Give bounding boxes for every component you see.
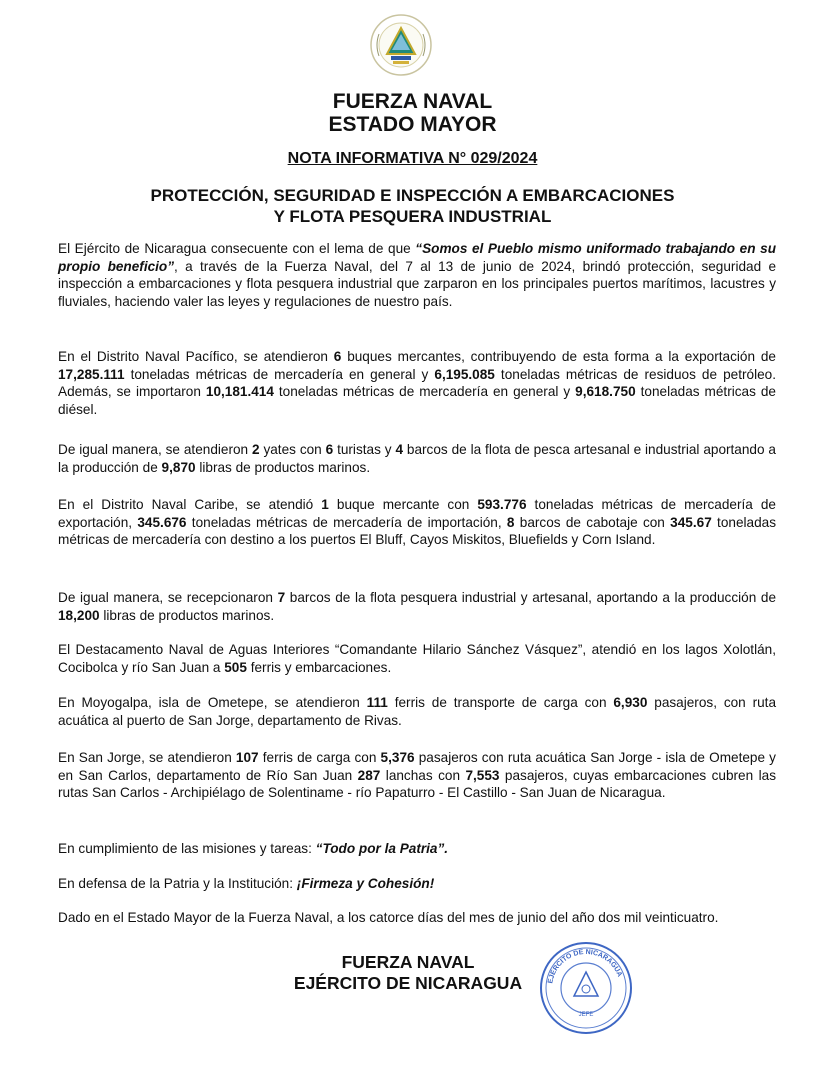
nota-number: NOTA INFORMATIVA N° 029/2024	[287, 150, 538, 167]
svg-text:JEFE: JEFE	[578, 1012, 594, 1018]
paragraph-2: En el Distrito Naval Pacífico, se atendieron 6 buques mercantes, contribuyendo de esta forma a la exportación de 17,285.111 toneladas métricas de mercadería en general y 6,195.085 toneladas métricas de residuos de petróleo. Además, se importaron 10,181.414 toneladas métricas de mercadería en general y 9,618.750 toneladas métricas de diésel.	[58, 349, 776, 417]
paragraph-3: De igual manera, se atendieron 2 yates con 6 turistas y 4 barcos de la flota de pesca artesanal e industrial aportando a la producción de 9,870 libras de productos marinos.	[58, 442, 776, 475]
paragraph-10: En defensa de la Patria y la Institución: ¡Firmeza y Cohesión!	[58, 876, 435, 891]
title-line-2: Y FLOTA PESQUERA INDUSTRIAL	[273, 207, 552, 226]
document-title	[0, 185, 825, 227]
paragraph-9: En cumplimiento de las misiones y tareas: “Todo por la Patria”.	[58, 841, 449, 856]
signature-line-2: EJÉRCITO DE NICARAGUA	[293, 973, 523, 993]
signature-line-1: FUERZA NAVAL	[341, 952, 475, 972]
svg-text:EJÉRCITO DE NICARAGUA: EJÉRCITO DE NICARAGUA	[547, 948, 623, 985]
paragraph-1: El Ejército de Nicaragua consecuente con el lema de que “Somos el Pueblo mismo uniformado trabajando en su propio beneficio”, a través de la Fuerza Naval, del 7 al 13 de junio de 2024, brindó protección, seguridad e inspección a embarcaciones y flota pesquera industrial que zarparon en los principales puertos marítimos, lacustres y fluviales, haciendo valer las leyes y regulaciones de nuestro país.	[58, 241, 776, 309]
title-line-1: PROTECCIÓN, SEGURIDAD E INSPECCIÓN A EMBARCACIONES	[150, 186, 675, 205]
official-seal-stamp-icon	[538, 940, 634, 1036]
paragraph-6: El Destacamento Naval de Aguas Interiores “Comandante Hilario Sánchez Vásquez”, atendió en los lagos Xolotlán, Cocibolca y río San Juan a 505 ferris y embarcaciones.	[58, 642, 776, 675]
paragraph-4: En el Distrito Naval Caribe, se atendió 1 buque mercante con 593.776 toneladas métricas de mercadería de exportación, 345.676 toneladas métricas de mercadería de importación, 8 barcos de cabotaje con 345.67 toneladas métricas de mercadería con destino a los puertos El Bluff, Cayos Miskitos, Bluefields y Corn Island.	[58, 497, 776, 548]
signature-block	[283, 952, 533, 994]
header-line-1: FUERZA NAVAL	[332, 90, 493, 113]
paragraph-5: De igual manera, se recepcionaron 7 barcos de la flota pesquera industrial y artesanal, aportando a la producción de 18,200 libras de productos marinos.	[58, 590, 776, 623]
paragraph-8: En San Jorge, se atendieron 107 ferris de carga con 5,376 pasajeros con ruta acuática San Jorge - isla de Ometepe y en San Carlos, departamento de Río San Juan 287 lanchas con 7,553 pasajeros, cuyas embarcaciones cubren las rutas San Carlos - Archipiélago de Solentiname - río Papaturro - El Castillo - San Juan de Nicaragua.	[58, 750, 776, 801]
paragraph-7: En Moyogalpa, isla de Ometepe, se atendieron 111 ferris de transporte de carga con 6,930 pasajeros, con ruta acuática al puerto de San Jorge, departamento de Rivas.	[58, 695, 777, 728]
paragraph-11: Dado en el Estado Mayor de la Fuerza Naval, a los catorce días del mes de junio del año dos mil veinticuatro.	[58, 910, 719, 925]
organization-header	[0, 90, 825, 136]
ejercito-emblem-icon	[365, 12, 437, 78]
header-line-2: ESTADO MAYOR	[328, 113, 497, 136]
